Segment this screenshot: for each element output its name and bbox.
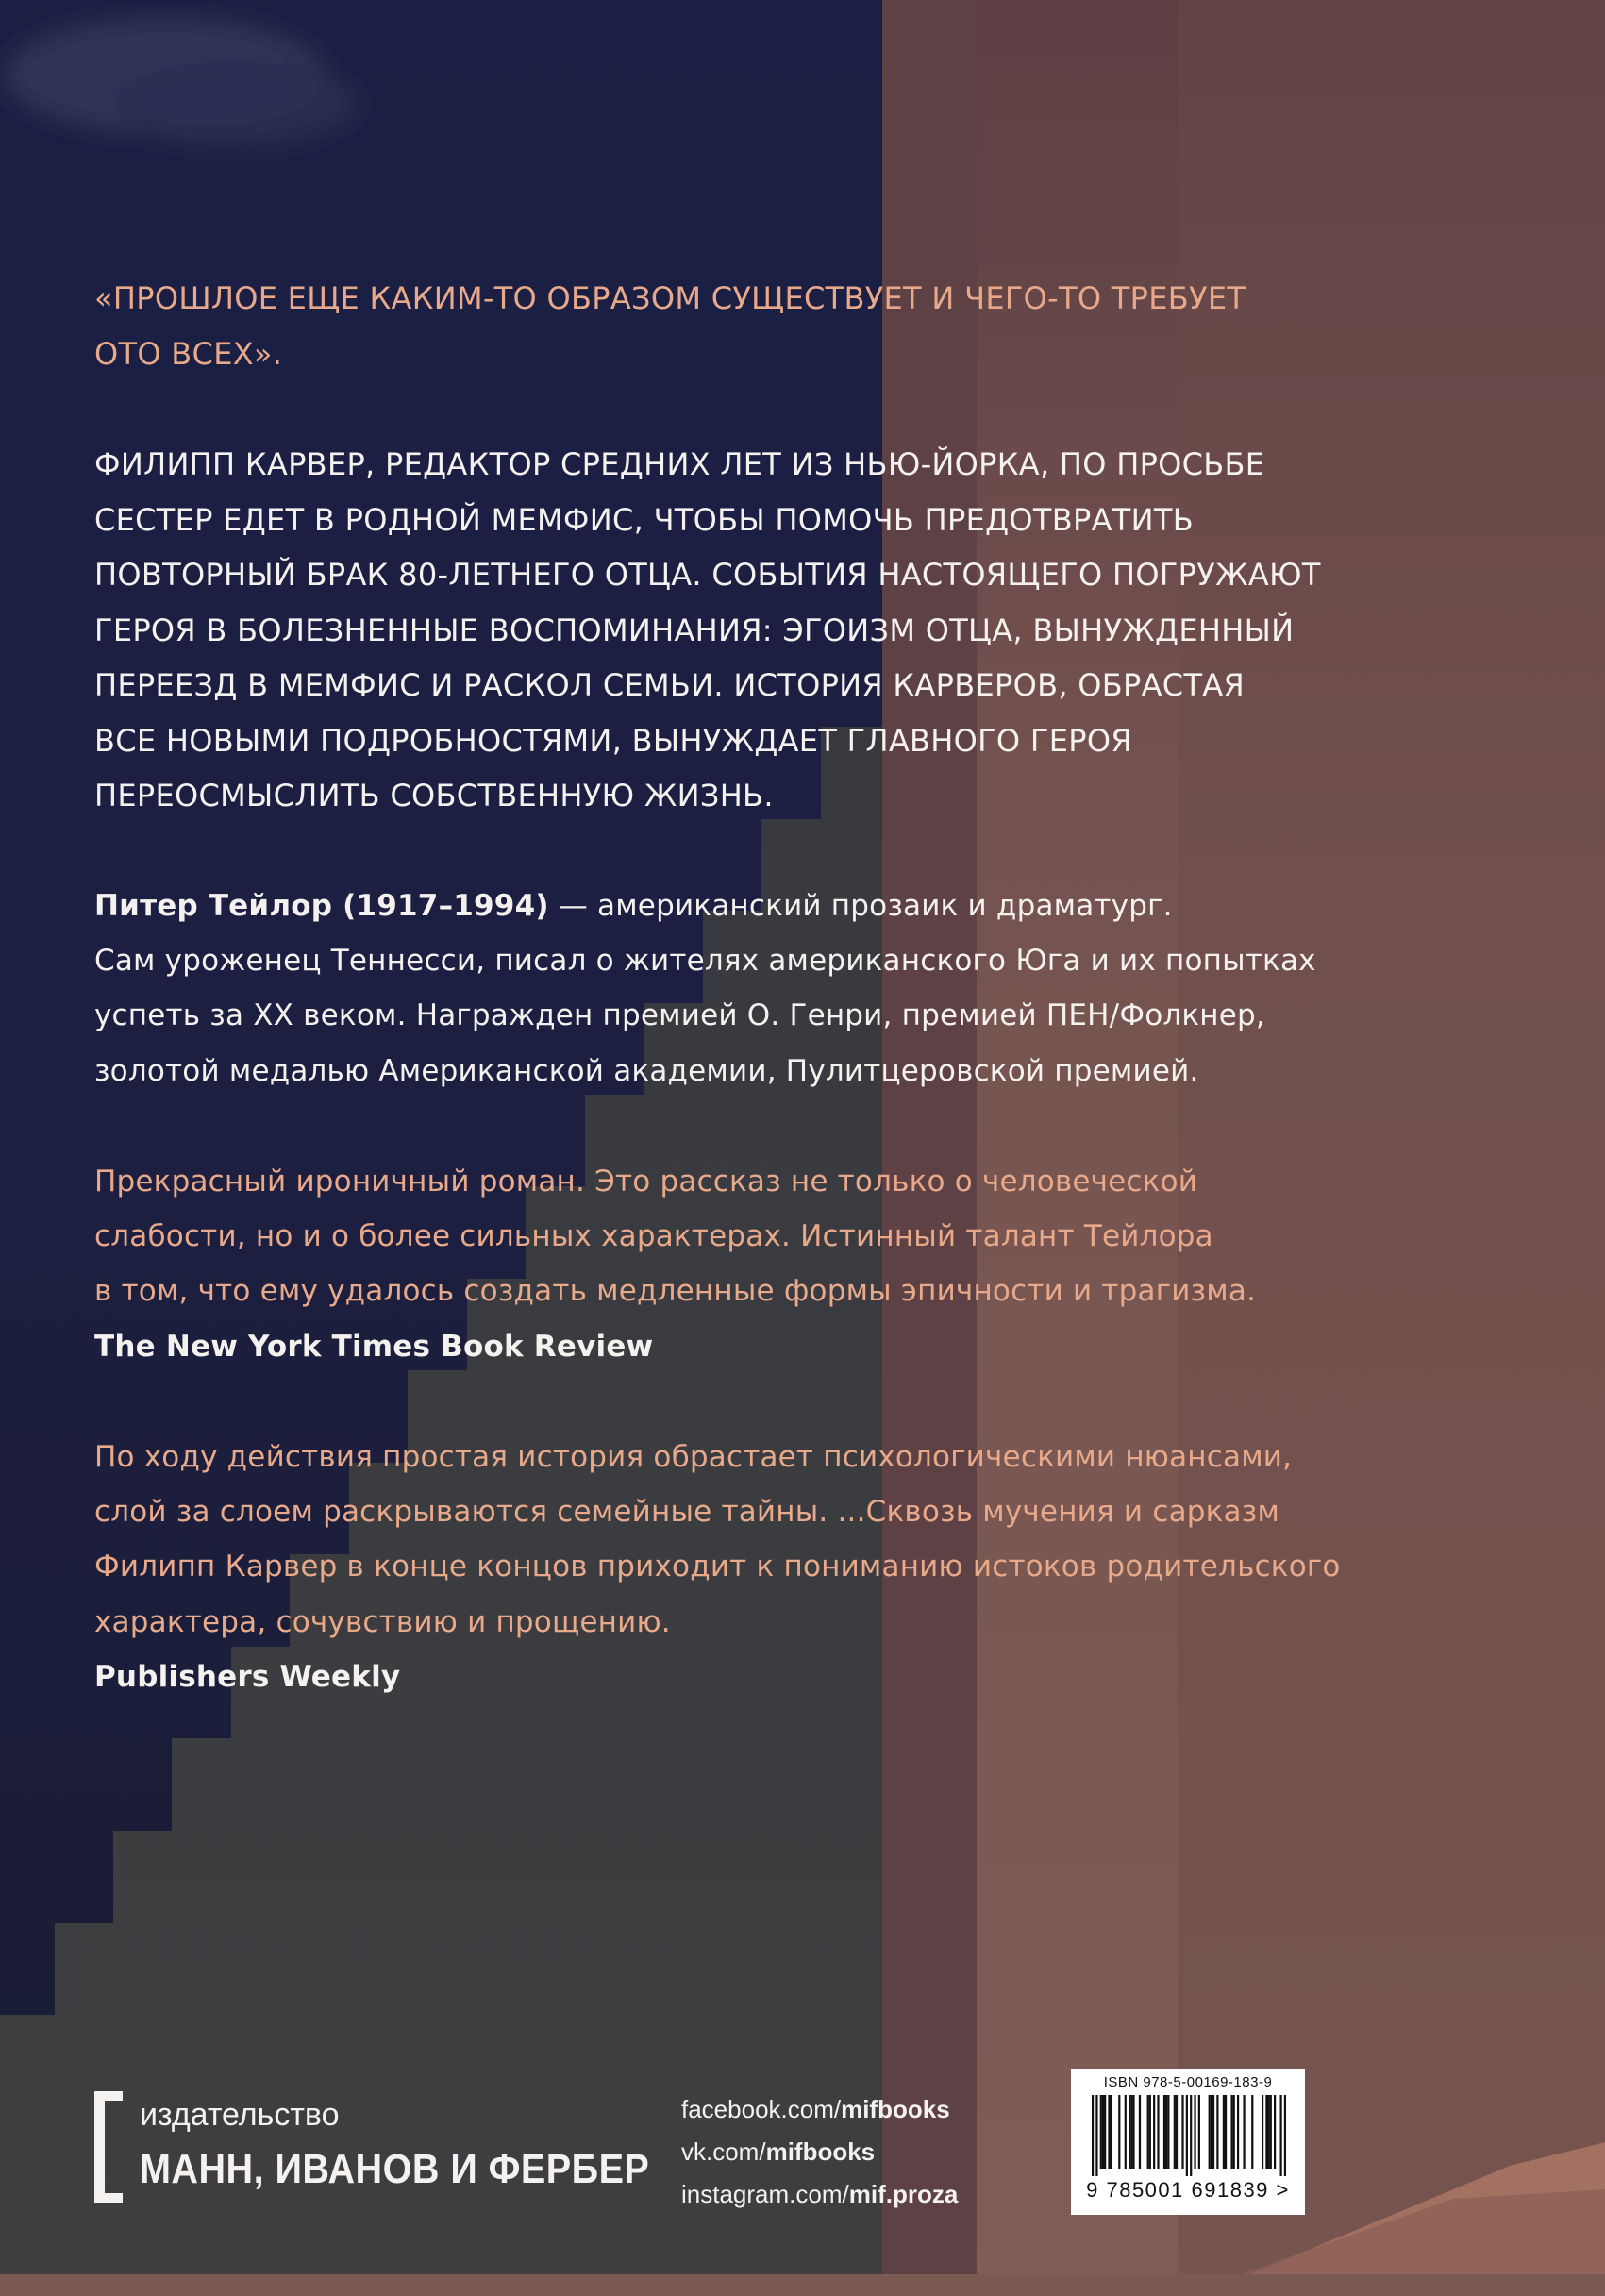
barcode-bar [1157, 2095, 1159, 2169]
barcode-bar [1198, 2095, 1200, 2169]
publisher-prefix: издательство [140, 2097, 340, 2133]
barcode-bar [1153, 2095, 1155, 2169]
barcode-bar [1284, 2095, 1286, 2176]
synopsis-line: ПОВТОРНЫЙ БРАК 80-ЛЕТНЕГО ОТЦА. СОБЫТИЯ НАСТОЯЩЕГО ПОГРУЖАЮТ [94, 557, 1321, 593]
social-link-instagram[interactable] [681, 2173, 1059, 2216]
barcode-bar [1274, 2095, 1276, 2169]
barcode-bar [1230, 2095, 1232, 2169]
quote-line: ОТО ВСЕХ». [94, 335, 283, 372]
ean-number: 9 785001 691839 > [1086, 2178, 1290, 2202]
review-pw-source: Publishers Weekly [94, 1659, 401, 1694]
social-link-vk[interactable] [681, 2131, 1059, 2173]
social-handle: mifbooks [841, 2095, 950, 2123]
barcode-bar [1251, 2095, 1253, 2169]
review-nyt-line: слабости, но и о более сильных характерах. Истинный талант Тейлора [94, 1219, 1213, 1254]
synopsis-line: СЕСТЕР ЕДЕТ В РОДНОЙ МЕМФИС, ЧТОБЫ ПОМОЧЬ ПРЕДОТВРАТИТЬ [94, 501, 1194, 538]
synopsis-line: ПЕРЕОСМЫСЛИТЬ СОБСТВЕННУЮ ЖИЗНЬ. [94, 778, 774, 813]
quote-line: «ПРОШЛОЕ ЕЩЕ КАКИМ-ТО ОБРАЗОМ СУЩЕСТВУЕТ И ЧЕГО-ТО ТРЕБУЕТ [94, 280, 1246, 316]
barcode-bar [1216, 2095, 1218, 2169]
barcode-bar [1104, 2095, 1106, 2169]
barcode-bar [1190, 2095, 1192, 2176]
social-links [681, 2088, 1059, 2216]
isbn-number: ISBN 978-5-00169-183-9 [1103, 2074, 1273, 2090]
barcode-bar [1181, 2095, 1183, 2169]
barcode-bar [1118, 2095, 1120, 2169]
barcode-bar [1225, 2095, 1227, 2169]
barcode-bar [1174, 2095, 1176, 2169]
synopsis [94, 437, 1321, 824]
author-bio-first-line: — американский прозаик и драматург. [548, 889, 1173, 923]
barcode-bar [1176, 2095, 1178, 2169]
social-handle: mif.proza [848, 2180, 959, 2208]
social-link-facebook[interactable] [681, 2088, 1059, 2131]
review-nyt-line: Прекрасный ироничный роман. Это рассказ не только о человеческой [94, 1165, 1198, 1198]
barcode-bar [1194, 2095, 1195, 2169]
barcode-bar [1125, 2095, 1127, 2169]
barcode-bar [1243, 2095, 1245, 2169]
barcode-bar [1233, 2095, 1235, 2169]
social-handle: mifbooks [765, 2137, 876, 2166]
author-bio-line [94, 879, 1321, 933]
barcode-label [1071, 2069, 1305, 2215]
social-base: facebook.com/ [681, 2095, 842, 2123]
quote [94, 271, 1321, 381]
review-nyt [94, 1154, 1321, 1374]
barcode-bar [1100, 2095, 1102, 2169]
barcode-bar [1237, 2095, 1239, 2169]
barcode-bar [1139, 2095, 1141, 2169]
synopsis-line: ГЕРОЯ В БОЛЕЗНЕННЫЕ ВОСПОМИНАНИЯ: ЭГОИЗМ ОТЦА, ВЫНУЖДЕННЫЙ [94, 612, 1295, 648]
synopsis-line: ПЕРЕЕЗД В МЕМФИС И РАСКОЛ СЕМЬИ. ИСТОРИЯ КАРВЕРОВ, ОБРАСТАЯ [94, 667, 1246, 703]
barcode-bar [1132, 2095, 1134, 2169]
barcode-bar [1262, 2095, 1263, 2169]
synopsis-line: ВСЕ НОВЫМИ ПОДРОБНОСТЯМИ, ВЫНУЖДАЕТ ГЛАВНОГО ГЕРОЯ [94, 722, 1132, 759]
barcode-bar [1163, 2095, 1165, 2169]
barcode-bar [1186, 2095, 1188, 2176]
barcode-bar [1108, 2095, 1110, 2169]
barcode-bar [1147, 2095, 1149, 2169]
review-pw [94, 1430, 1341, 1704]
barcode-bar [1130, 2095, 1132, 2169]
social-base: instagram.com/ [681, 2180, 849, 2208]
review-pw-line: По ходу действия простая история обрастает психологическими нюансами, [94, 1440, 1293, 1474]
author-bio-line: золотой медалью Американской академии, Пулитцеровской премией. [94, 1053, 1199, 1088]
barcode-bar [1267, 2095, 1269, 2169]
review-nyt-source: The New York Times Book Review [94, 1329, 654, 1364]
publisher-logo [94, 2091, 650, 2204]
bracket-icon [94, 2091, 123, 2203]
review-pw-line: слой за слоем раскрываются семейные тайны. ...Сквозь мучения и сарказм [94, 1495, 1280, 1530]
author-bio [94, 879, 1321, 1098]
review-pw-line: Филипп Карвер в конце концов приходит к пониманию истоков родительского [94, 1550, 1341, 1584]
barcode-bar [1111, 2095, 1112, 2169]
barcode-bar [1265, 2095, 1267, 2169]
barcode-bar [1092, 2095, 1094, 2176]
barcode-bar [1211, 2095, 1212, 2169]
barcode-bar [1149, 2095, 1151, 2169]
barcode-bar [1129, 2095, 1130, 2169]
author-name: Питер Тейлор (1917–1994) [94, 889, 549, 923]
barcode-bar [1095, 2095, 1097, 2176]
bottom-strip [0, 2274, 1605, 2296]
barcode-bar [1167, 2095, 1169, 2169]
synopsis-line: ФИЛИПП КАРВЕР, РЕДАКТОР СРЕДНИХ ЛЕТ ИЗ НЬЮ-ЙОРКА, ПО ПРОСЬБЕ [94, 446, 1265, 482]
review-pw-line: характера, сочувствию и прощению. [94, 1604, 671, 1639]
barcode-bar [1270, 2095, 1272, 2169]
barcode-bar [1223, 2095, 1225, 2169]
barcode-bar [1102, 2095, 1104, 2169]
barcode-bar [1212, 2095, 1214, 2169]
social-base: vk.com/ [681, 2137, 766, 2166]
author-bio-line: успеть за XX веком. Награжден премией О. Генри, премией ПЕН/Фолкнер, [94, 998, 1265, 1033]
barcode-bar [1209, 2095, 1211, 2169]
barcode-bar [1279, 2095, 1281, 2176]
review-nyt-line: в том, что ему удалось создать медленные формы эпичности и трагизма. [94, 1274, 1257, 1309]
barcode-icon [1092, 2095, 1286, 2176]
barcode-bar [1165, 2095, 1167, 2169]
author-bio-line: Сам уроженец Теннесси, писал о жителях американского Юга и их попытках [94, 944, 1316, 979]
publisher-name: МАНН, ИВАНОВ И ФЕРБЕР [140, 2146, 650, 2192]
